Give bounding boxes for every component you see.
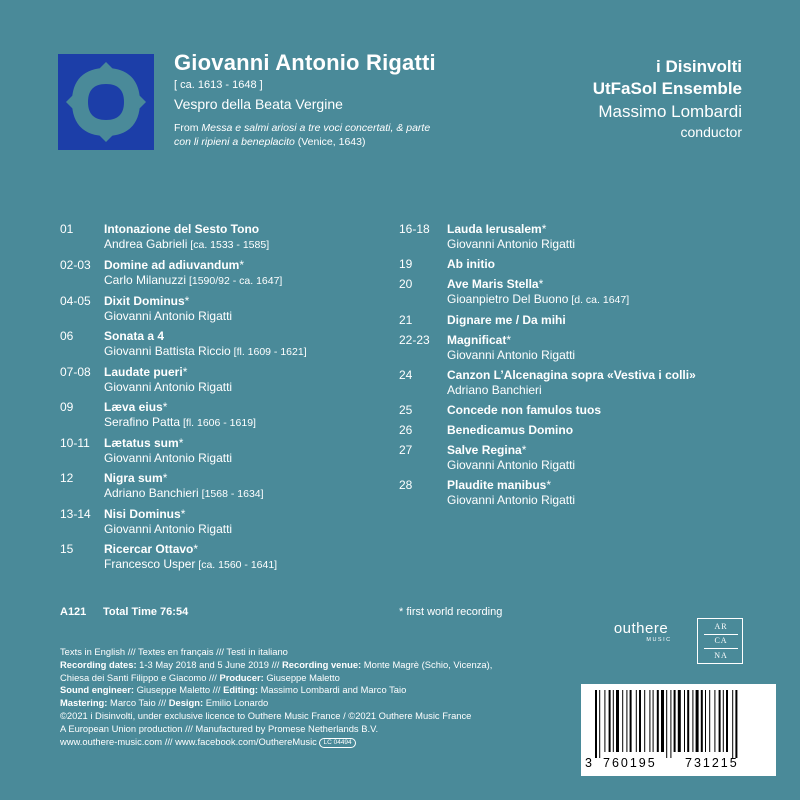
track-composer: Gioanpietro Del Buono [d. ca. 1647] (447, 292, 630, 306)
barcode-bar (649, 690, 650, 752)
conductor-role: conductor (680, 124, 742, 140)
composer-name: Giovanni Antonio Rigatti (174, 50, 436, 75)
tracklist-left (60, 222, 390, 578)
barcode-bar (714, 690, 715, 752)
track-item (399, 333, 759, 363)
track-number: 12 (60, 471, 74, 485)
track-composer: Giovanni Antonio Rigatti (104, 309, 233, 323)
track-item (60, 222, 390, 253)
track-item (399, 257, 759, 272)
barcode-bar (723, 690, 724, 752)
ensemble-name-1: i Disinvolti (656, 57, 742, 76)
barcode-bar (735, 690, 737, 758)
barcode-bar (595, 690, 597, 758)
barcode-bar (604, 690, 605, 752)
barcode-bar (687, 690, 689, 752)
track-title: Laudate pueri* (104, 365, 188, 379)
barcode-bar (696, 690, 699, 752)
barcode-bar (616, 690, 619, 752)
barcode-bar (639, 690, 641, 752)
track-title: Plaudite manibus* (447, 478, 552, 492)
track-title: Lætatus sum* (104, 436, 184, 450)
barcode-bar (732, 690, 733, 758)
track-item (60, 365, 390, 395)
barcode-bar (630, 690, 632, 752)
barcode-bar (613, 690, 614, 752)
track-number: 28 (399, 478, 413, 492)
track-number: 07-08 (60, 365, 91, 379)
track-number: 04-05 (60, 294, 91, 308)
track-title: Ab initio (447, 257, 495, 271)
track-item (60, 294, 390, 324)
track-item (60, 329, 390, 360)
barcode-bar (653, 690, 654, 752)
track-item (60, 471, 390, 502)
track-composer: Adriano Banchieri [1568 - 1634] (104, 486, 264, 500)
track-number: 10-11 (60, 436, 90, 450)
barcode-bar (657, 690, 659, 752)
track-number: 15 (60, 542, 74, 556)
barcode: 3 760195 731215 (581, 684, 776, 776)
track-title: Intonazione del Sesto Tono (104, 222, 260, 236)
label-code-badge: LC 04494 (319, 738, 355, 748)
track-composer: Adriano Banchieri (447, 383, 542, 397)
track-number: 09 (60, 400, 74, 414)
track-item (399, 368, 759, 398)
ornament-logo-icon (58, 54, 154, 150)
barcode-bar (622, 690, 623, 752)
ensemble-name-2: UtFaSol Ensemble (592, 79, 742, 98)
track-composer: Carlo Milanuzzi [1590/92 - ca. 1647] (104, 273, 283, 287)
barcode-bar (599, 690, 600, 758)
track-title: Benedicamus Domino (447, 423, 574, 437)
barcode-bar (726, 690, 728, 752)
composer-dates: [ ca. 1613 - 1648 ] (174, 79, 263, 91)
track-title: Canzon L’Alcenagina sopra «Vestiva i colli» (447, 368, 696, 382)
track-composer: Giovanni Antonio Rigatti (104, 380, 233, 394)
track-composer: Francesco Usper [ca. 1560 - 1641] (104, 557, 278, 571)
track-title: Nisi Dominus* (104, 507, 186, 521)
total-time: Total Time 76:54 (103, 606, 189, 618)
barcode-bar (636, 690, 637, 752)
catalogue-number: A121 (60, 606, 87, 618)
barcode-bar (684, 690, 685, 752)
track-title: Sonata a 4 (104, 329, 165, 343)
barcode-bar (670, 690, 671, 758)
track-item (60, 400, 390, 431)
track-number: 24 (399, 368, 413, 382)
track-composer: Giovanni Antonio Rigatti (104, 451, 233, 465)
track-number: 02-03 (60, 258, 91, 272)
barcode-bar (644, 690, 645, 752)
track-number: 13-14 (60, 507, 91, 521)
track-item (399, 403, 759, 418)
barcode-bar (678, 690, 681, 752)
barcode-bar (701, 690, 703, 752)
track-item (399, 478, 759, 508)
track-number: 19 (399, 257, 413, 271)
track-number: 01 (60, 222, 74, 236)
track-number: 06 (60, 329, 74, 343)
track-item (399, 277, 759, 308)
track-number: 26 (399, 423, 413, 437)
barcode-bar (709, 690, 710, 752)
barcode-bar (609, 690, 611, 752)
track-item (60, 258, 390, 289)
track-item (399, 222, 759, 252)
track-title: Ricercar Ottavo* (104, 542, 199, 556)
track-number: 20 (399, 277, 413, 291)
work-source: From Messa e salmi ariosi a tre voci concertati, & parte con li ripieni a beneplacito (Venice, 1643) (174, 122, 431, 148)
barcode-bar (626, 690, 627, 752)
tracklist-right (399, 222, 759, 513)
track-number: 22-23 (399, 333, 430, 347)
track-item (60, 436, 390, 466)
track-number: 16-18 (399, 222, 430, 236)
track-title: Domine ad adiuvandum* (104, 258, 245, 272)
track-composer: Giovanni Antonio Rigatti (447, 458, 576, 472)
barcode-bar (719, 690, 721, 752)
track-title: Ave Maris Stella* (447, 277, 544, 291)
conductor-name: Massimo Lombardi (598, 102, 742, 121)
track-number: 25 (399, 403, 413, 417)
track-item (399, 443, 759, 473)
first-recording-note: * first world recording (399, 606, 503, 618)
track-composer: Serafino Patta [fl. 1606 - 1619] (104, 415, 256, 429)
barcode-bar (666, 690, 667, 758)
track-item (399, 313, 759, 328)
track-item (60, 507, 390, 537)
track-composer: Giovanni Battista Riccio [fl. 1609 - 1621] (104, 344, 307, 358)
track-title: Magnificat* (447, 333, 512, 347)
track-composer: Giovanni Antonio Rigatti (447, 237, 576, 251)
track-composer: Giovanni Antonio Rigatti (447, 493, 576, 507)
track-number: 21 (399, 313, 413, 327)
track-composer: Giovanni Antonio Rigatti (447, 348, 576, 362)
track-title: Salve Regina* (447, 443, 527, 457)
track-item (60, 542, 390, 573)
barcode-bar (692, 690, 693, 752)
credits: Texts in English /// Textes en français /// Testi in italiano Recording dates: 1-3 May 2018 and 5 June 2019 /// Recording venue: Monte Magrè (Schio, Vicenza), Chiesa dei Santi Filippo e Giacomo /// Producer: Giuseppe Maletto Sound engineer: Giuseppe Maletto /// Editing: Massimo Lombardi and Marco Taio Mastering: Marco Taio /// Design: Emilio Lonardo ©2021 i Disinvolti, under exclusive licence to Outhere Music France / ©2021 Outhere Music France A European Union production /// Manufactured by Promese Netherlands B.V. www.outhere-music.com /// www.facebook.com/OuthereMusic LC 04494 (60, 646, 493, 747)
track-item (399, 423, 759, 438)
track-title: Læva eius* (104, 400, 168, 414)
track-title: Nigra sum* (104, 471, 168, 485)
work-title: Vespro della Beata Vergine (174, 96, 343, 112)
barcode-bar (674, 690, 676, 752)
barcode-bar (661, 690, 664, 752)
barcode-bar (705, 690, 706, 752)
track-composer: Andrea Gabrieli [ca. 1533 - 1585] (104, 237, 270, 251)
website-links[interactable]: www.outhere-music.com /// www.facebook.com/OuthereMusic (60, 735, 320, 747)
arcana-logo: AR CA NA (697, 618, 743, 664)
track-number: 27 (399, 443, 413, 457)
track-title: Dixit Dominus* (104, 294, 190, 308)
outhere-logo: outhere MUSIC (613, 620, 672, 643)
track-title: Lauda Ierusalem* (447, 222, 547, 236)
track-composer: Giovanni Antonio Rigatti (104, 522, 233, 536)
track-title: Concede non famulos tuos (447, 403, 602, 417)
track-title: Dignare me / Da mihi (447, 313, 566, 327)
